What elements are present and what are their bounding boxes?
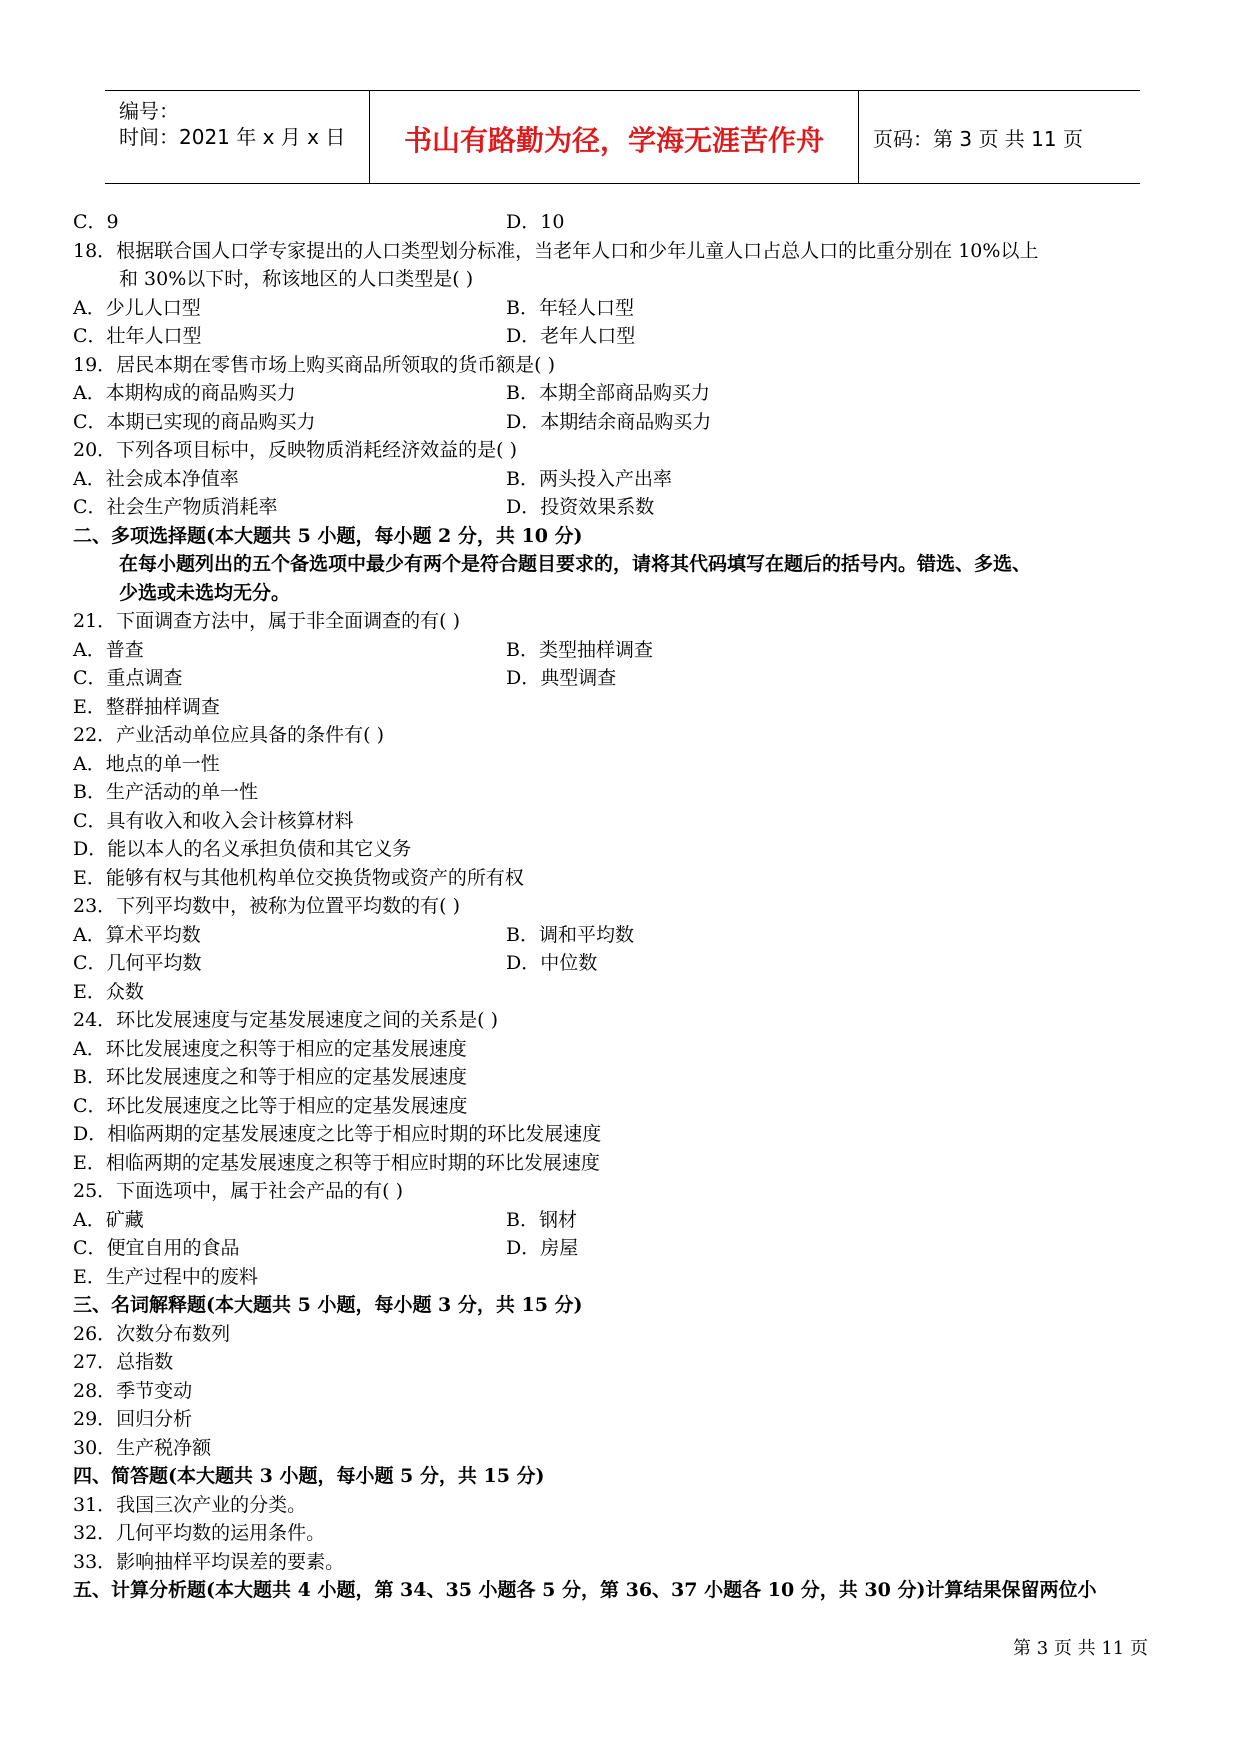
line-text: 少选或未选均无分。 <box>119 581 291 604</box>
text-line <box>73 322 1173 351</box>
text-line <box>73 1206 1173 1235</box>
section-heading-line <box>73 1462 1173 1491</box>
line-text: E．能够有权与其他机构单位交换货物或资产的所有权 <box>73 866 524 889</box>
serial-label: 编号： <box>119 99 179 123</box>
line-text: 29．回归分析 <box>73 1408 193 1430</box>
line-text: C．本期已实现的商品购买力 <box>73 410 316 433</box>
line-text: C．环比发展速度之比等于相应的定基发展速度 <box>73 1094 468 1117</box>
line-text: 21．下面调查方法中，属于非全面调查的有( ) <box>73 610 461 632</box>
line-text: 27．总指数 <box>73 1351 174 1373</box>
text-line <box>73 493 1173 522</box>
page-header <box>105 90 1140 184</box>
text-line <box>73 1234 1173 1263</box>
text-line <box>73 1149 1173 1178</box>
line-text: D．能以本人的名义承担负债和其它义务 <box>73 838 412 860</box>
line-text: 28．季节变动 <box>73 1379 193 1402</box>
line-text: A．算术平均数 <box>73 923 201 946</box>
line-text: D．相临两期的定基发展速度之比等于相应时期的环比发展速度 <box>73 1123 602 1145</box>
text-line <box>73 1377 1173 1406</box>
line-text: 19．居民本期在零售市场上购买商品所领取的货币额是( ) <box>73 353 556 376</box>
text-line <box>73 892 1173 921</box>
text-line <box>73 1006 1173 1035</box>
line-text: A．环比发展速度之积等于相应的定基发展速度 <box>73 1037 467 1060</box>
option-right-column: B．类型抽样调查 <box>506 638 653 661</box>
line-text: C．几何平均数 <box>73 952 202 974</box>
line-text: A．本期构成的商品购买力 <box>73 382 296 404</box>
line-text: E．生产过程中的废料 <box>73 1265 258 1288</box>
text-line <box>73 436 1173 465</box>
text-line <box>73 408 1173 437</box>
text-line <box>73 750 1173 779</box>
header-pagecode-cell <box>859 91 1140 183</box>
header-motto-cell <box>369 91 859 183</box>
line-text: 三、名词解释题(本大题共 5 小题，每小题 3 分，共 15 分) <box>73 1294 583 1316</box>
text-line <box>73 664 1173 693</box>
text-line <box>73 1519 1173 1548</box>
line-text: C．壮年人口型 <box>73 325 202 347</box>
text-line <box>73 1320 1173 1349</box>
option-right-column: D．典型调查 <box>506 667 617 689</box>
line-text: 32．几何平均数的运用条件。 <box>73 1522 326 1544</box>
line-text: 25．下面选项中，属于社会产品的有( ) <box>73 1180 404 1202</box>
line-text: A．普查 <box>73 638 144 661</box>
line-text: C．便宜自用的食品 <box>73 1237 240 1259</box>
text-line <box>73 921 1173 950</box>
line-text: B．环比发展速度之和等于相应的定基发展速度 <box>73 1066 467 1088</box>
text-line <box>73 1434 1173 1463</box>
exam-content <box>73 208 1173 1605</box>
option-right-column: D．投资效果系数 <box>506 496 655 518</box>
line-text: 33．影响抽样平均误差的要素。 <box>73 1550 345 1573</box>
time-label: 时间：2021 年 x 月 x 日 <box>119 125 346 149</box>
line-text: A．少儿人口型 <box>73 296 201 319</box>
text-line <box>73 693 1173 722</box>
line-text: E．整群抽样调查 <box>73 695 220 718</box>
line-text: 22．产业活动单位应具备的条件有( ) <box>73 724 385 746</box>
page-code: 页码：第 3 页 共 11 页 <box>873 127 1083 151</box>
text-line <box>73 978 1173 1007</box>
line-text: A．地点的单一性 <box>73 752 220 775</box>
option-right-column: D．本期结余商品购买力 <box>506 410 712 433</box>
text-line <box>73 1405 1173 1434</box>
line-text: 二、多项选择题(本大题共 5 小题，每小题 2 分，共 10 分) <box>73 524 583 547</box>
text-line <box>73 265 1173 294</box>
section-heading-line <box>73 550 1173 579</box>
line-text: 五、计算分析题(本大题共 4 小题，第 34、35 小题各 5 分，第 36、37 小题各 10 分，共 30 分)计算结果保留两位小 <box>73 1579 1097 1601</box>
line-text: A．矿藏 <box>73 1208 144 1231</box>
text-line <box>73 351 1173 380</box>
section-heading-line <box>73 1576 1173 1605</box>
text-line <box>73 721 1173 750</box>
line-text: C．重点调查 <box>73 667 183 689</box>
section-heading-line <box>73 579 1173 608</box>
text-line <box>73 1548 1173 1577</box>
line-text: 26．次数分布数列 <box>73 1322 231 1345</box>
line-text: 30．生产税净额 <box>73 1436 212 1459</box>
text-line <box>73 1491 1173 1520</box>
option-right-column: B．本期全部商品购买力 <box>506 382 710 404</box>
option-right-column: D．房屋 <box>506 1237 579 1259</box>
text-line <box>73 1063 1173 1092</box>
text-line <box>73 294 1173 323</box>
text-line <box>73 835 1173 864</box>
text-line <box>73 465 1173 494</box>
text-line <box>73 949 1173 978</box>
text-line <box>73 1092 1173 1121</box>
line-text: E．相临两期的定基发展速度之积等于相应时期的环比发展速度 <box>73 1151 600 1174</box>
text-line <box>73 1035 1173 1064</box>
line-text: A．社会成本净值率 <box>73 467 239 490</box>
text-line <box>73 636 1173 665</box>
line-text: C．具有收入和收入会计核算材料 <box>73 809 354 832</box>
line-text: 和 30%以下时，称该地区的人口类型是( ) <box>119 268 474 290</box>
option-right-column: D．10 <box>506 211 565 233</box>
line-text: E．众数 <box>73 980 144 1003</box>
section-heading-line <box>73 1291 1173 1320</box>
option-right-column: B．调和平均数 <box>506 923 634 946</box>
text-line <box>73 1263 1173 1292</box>
text-line <box>73 1177 1173 1206</box>
text-line <box>73 1120 1173 1149</box>
text-line <box>73 208 1173 237</box>
text-line <box>73 778 1173 807</box>
text-line <box>73 1348 1173 1377</box>
line-text: C．社会生产物质消耗率 <box>73 496 278 518</box>
section-heading-line <box>73 522 1173 551</box>
line-text: 18．根据联合国人口学专家提出的人口类型划分标准，当老年人口和少年儿童人口占总人口的比重分别在 10%以上 <box>73 239 1039 262</box>
option-right-column: D．中位数 <box>506 952 598 974</box>
option-right-column: B．钢材 <box>506 1208 577 1231</box>
line-text: 在每小题列出的五个备选项中最少有两个是符合题目要求的，请将其代码填写在题后的括号内。错选、多选、 <box>119 553 1032 575</box>
line-text: C．9 <box>73 211 119 233</box>
option-right-column: D．老年人口型 <box>506 325 636 347</box>
text-line <box>73 807 1173 836</box>
option-right-column: B．年轻人口型 <box>506 296 634 319</box>
header-info-cell <box>105 91 369 183</box>
line-text: 31．我国三次产业的分类。 <box>73 1493 307 1516</box>
line-text: 23．下列平均数中，被称为位置平均数的有( ) <box>73 895 461 917</box>
option-right-column: B．两头投入产出率 <box>506 467 672 490</box>
page-footer: 第 3 页 共 11 页 <box>1013 1638 1148 1659</box>
text-line <box>73 864 1173 893</box>
text-line <box>73 379 1173 408</box>
line-text: 四、简答题(本大题共 3 小题，每小题 5 分，共 15 分) <box>73 1465 545 1487</box>
text-line <box>73 607 1173 636</box>
motto: 书山有路勤为径，学海无涯苦作舟 <box>403 124 824 157</box>
text-line <box>73 237 1173 266</box>
line-text: B．生产活动的单一性 <box>73 781 258 803</box>
line-text: 24．环比发展速度与定基发展速度之间的关系是( ) <box>73 1009 499 1031</box>
line-text: 20．下列各项目标中，反映物质消耗经济效益的是( ) <box>73 439 518 461</box>
